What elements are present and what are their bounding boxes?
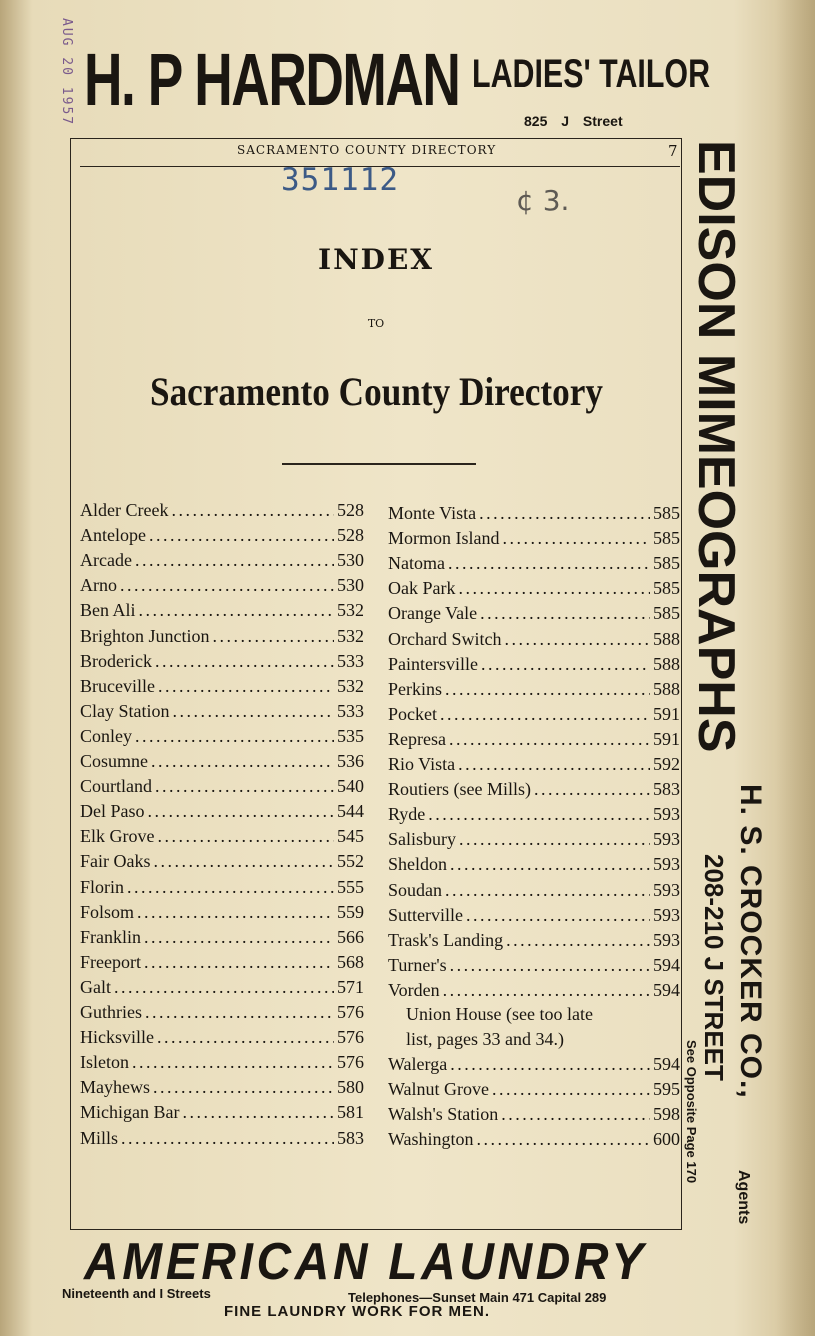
- index-entry-page: 532: [337, 625, 364, 646]
- index-entry: [388, 880, 680, 904]
- index-entry-leader: [153, 1077, 334, 1098]
- index-entry-page: 585: [653, 578, 680, 599]
- index-entry-name: Trask's Landing: [388, 929, 504, 950]
- index-entry-page: 593: [653, 854, 680, 875]
- index-entry: [80, 1077, 364, 1101]
- index-entry-page: 594: [653, 954, 680, 975]
- index-entry-leader: [121, 1128, 334, 1149]
- index-entry-name: Monte Vista: [388, 503, 477, 523]
- index-entry-page: 595: [653, 1079, 680, 1100]
- index-entry-page: 576: [337, 1027, 364, 1048]
- index-entry-page: 552: [337, 851, 364, 872]
- index-entry-name: Courtland: [80, 776, 152, 797]
- index-entry: [80, 676, 364, 700]
- index-entry-leader: [127, 877, 334, 898]
- index-entry-name: Ben Ali: [80, 600, 136, 621]
- index-entry-leader: [120, 575, 334, 596]
- index-entry-name: Folsom: [80, 901, 135, 922]
- index-entry-name: Mills: [80, 1127, 119, 1148]
- index-entry-name: Bruceville: [80, 675, 155, 696]
- index-entry-leader: [459, 829, 650, 850]
- index-entry: [80, 776, 364, 800]
- index-entry-page: 593: [653, 804, 680, 825]
- crocker-ad-see-page: See Opposite Page 170: [684, 1040, 699, 1184]
- index-entry-leader: [158, 676, 334, 697]
- index-entry: [388, 603, 680, 627]
- index-entry-name: Broderick: [80, 650, 152, 671]
- index-entry: [388, 679, 680, 703]
- index-entry-name: Hicksville: [80, 1027, 154, 1048]
- index-entry-leader: [477, 1129, 650, 1150]
- index-entry: [80, 902, 364, 926]
- index-entry-name: Salisbury: [388, 829, 457, 850]
- index-entry-page: 576: [337, 1002, 364, 1022]
- index-heading: INDEX: [317, 243, 435, 276]
- index-entry-name: Franklin: [80, 926, 141, 947]
- index-entry-name: Sutterville: [388, 904, 463, 925]
- index-entry-leader: [132, 1052, 334, 1073]
- index-entry: [80, 1128, 364, 1152]
- edison-ad-product: EDISON MIMEOGRAPHS: [687, 140, 745, 753]
- index-entry-leader: [157, 826, 334, 847]
- index-entry-page: 571: [337, 976, 364, 997]
- index-entry: [388, 1104, 680, 1128]
- index-entry-name: Perkins: [388, 678, 442, 699]
- index-entry: [80, 1052, 364, 1076]
- index-entry-page: 576: [337, 1052, 364, 1073]
- index-entry-name: Antelope: [80, 525, 146, 546]
- index-entry-page: 580: [337, 1077, 364, 1098]
- index-entry-leader: [450, 854, 650, 875]
- crocker-ad-agent: H. S. CROCKER CO.,: [734, 784, 767, 1099]
- index-entry-leader: [173, 701, 335, 722]
- index-entry-page: 528: [337, 525, 364, 546]
- index-entry-page: 568: [337, 951, 364, 972]
- index-entry: [388, 503, 680, 527]
- index-entry: [388, 553, 680, 577]
- index-entry-leader: [213, 626, 335, 647]
- page-number: 7: [668, 142, 678, 160]
- index-entry-leader: [481, 654, 650, 675]
- index-entry: [80, 500, 364, 524]
- index-entry-page: 593: [653, 829, 680, 850]
- index-entry-page: 593: [653, 929, 680, 950]
- index-entry-name: Paintersville: [388, 653, 478, 674]
- index-entry-name: Natoma: [388, 553, 445, 574]
- index-entry-page: 600: [653, 1129, 680, 1150]
- index-entry-leader: [171, 500, 334, 521]
- pencil-note: ¢ 3.: [516, 184, 570, 217]
- index-entry-leader: [450, 1054, 650, 1075]
- index-entry-name: Pocket: [388, 703, 437, 724]
- index-entry: [388, 1129, 680, 1153]
- index-entry-leader: [145, 1002, 334, 1023]
- index-entry-leader: [501, 1104, 650, 1125]
- index-entry-name: Isleton: [80, 1052, 129, 1073]
- index-entry-page: 555: [337, 876, 364, 897]
- index-entry-leader: [445, 880, 650, 901]
- index-entry-name: Guthries: [80, 1002, 142, 1022]
- index-entry-name: Arno: [80, 575, 117, 596]
- date-stamp: AUG 20 1957: [59, 18, 74, 127]
- index-entry-leader: [449, 729, 650, 750]
- index-entry-page: 598: [653, 1104, 680, 1125]
- index-entry-name: Oak Park: [388, 578, 456, 599]
- index-entry-name: Clay Station: [80, 700, 170, 721]
- index-entry: [388, 654, 680, 678]
- index-entry-leader: [466, 905, 650, 926]
- index-entry-name: Del Paso: [80, 801, 145, 822]
- index-entry: [80, 651, 364, 675]
- index-entry: [80, 626, 364, 650]
- index-entry: [388, 729, 680, 753]
- laundry-ad-streets: Nineteenth and I Streets: [62, 1286, 211, 1301]
- running-title: SACRAMENTO COUNTY DIRECTORY: [237, 143, 497, 157]
- index-entry-name: Mormon Island: [388, 528, 500, 549]
- index-entry-leader: [450, 955, 650, 976]
- index-entry-name: Brighton Junction: [80, 625, 210, 646]
- index-entry-leader: [504, 629, 650, 650]
- index-entry-name: Rio Vista: [388, 754, 456, 774]
- index-entry-page: 585: [653, 603, 680, 624]
- index-entry-leader: [139, 600, 334, 621]
- index-entry-page: 583: [337, 1127, 364, 1148]
- index-entry: [80, 575, 364, 599]
- index-entry-leader: [137, 902, 334, 923]
- index-entry: [80, 801, 364, 825]
- index-entry-page: 594: [653, 1054, 680, 1074]
- index-entry-page: 566: [337, 926, 364, 947]
- index-entry: [80, 977, 364, 1001]
- index-entry-leader: [448, 553, 650, 574]
- laundry-ad-name: AMERICAN LAUNDRY: [84, 1233, 647, 1291]
- index-entry: [388, 1079, 680, 1103]
- index-entry: [388, 955, 680, 979]
- index-entry-name: Freeport: [80, 951, 141, 972]
- index-entry: [80, 525, 364, 549]
- index-entry-page: 535: [337, 725, 364, 746]
- index-to: TO: [367, 317, 385, 330]
- index-entry-page: 588: [653, 653, 680, 674]
- index-entry: [80, 701, 364, 725]
- index-entry-page: 591: [653, 728, 680, 749]
- index-entry: [80, 726, 364, 750]
- index-entry-page: 530: [337, 550, 364, 571]
- index-entry-leader: [506, 930, 650, 951]
- index-entry-name: Walsh's Station: [388, 1104, 499, 1125]
- index-entry: [388, 1054, 680, 1078]
- index-entry-leader: [503, 528, 651, 549]
- index-entry: [388, 629, 680, 653]
- index-entry-name: Washington: [388, 1129, 474, 1150]
- accession-number: 351112: [281, 162, 399, 198]
- index-entry-page: 545: [337, 826, 364, 847]
- index-entry-name: Conley: [80, 725, 132, 746]
- index-entry-name: Vorden: [388, 979, 440, 1000]
- laundry-ad-slogan: FINE LAUNDRY WORK FOR MEN.: [224, 1303, 490, 1320]
- index-entry-leader: [479, 503, 650, 524]
- index-entry-name: Ryde: [388, 804, 426, 825]
- hardman-ad-address: 825 J Street: [524, 113, 623, 129]
- index-entry-page: 533: [337, 700, 364, 721]
- index-entry-name: Orange Vale: [388, 603, 478, 624]
- index-entry: [388, 754, 680, 778]
- index-entry-page: 588: [653, 678, 680, 699]
- index-entry-page: 585: [653, 553, 680, 574]
- index-entry-leader: [440, 704, 650, 725]
- index-entry-name: Mayhews: [80, 1077, 150, 1098]
- index-entry: [80, 550, 364, 574]
- index-entry-name: Orchard Switch: [388, 628, 502, 649]
- index-entry-leader: [144, 952, 334, 973]
- index-entry: [388, 930, 680, 954]
- index-entry: [388, 854, 680, 878]
- index-entry-page: 532: [337, 675, 364, 696]
- index-entry: [388, 704, 680, 728]
- index-entry: [80, 1102, 364, 1126]
- index-entry-page: 544: [337, 801, 364, 822]
- index-entry: [80, 600, 364, 624]
- hardman-ad-name: H. P HARDMAN: [84, 38, 460, 121]
- index-entry-leader: [492, 1079, 650, 1100]
- index-entry: [80, 751, 364, 775]
- index-entry-page: 540: [337, 776, 364, 797]
- index-entry-leader: [443, 980, 650, 1001]
- index-entry-page: 583: [653, 779, 680, 800]
- index-entry: [80, 1027, 364, 1051]
- index-entry-leader: [445, 679, 650, 700]
- index-entry-name: Florin: [80, 876, 125, 897]
- index-entry: [80, 877, 364, 901]
- index-entry-name: Turner's: [388, 954, 447, 975]
- index-entry-leader: [458, 578, 650, 599]
- title-rule: [282, 463, 476, 465]
- index-entry-name: Michigan Bar: [80, 1102, 180, 1123]
- index-entry-leader: [155, 776, 334, 797]
- index-entry-page: 593: [653, 879, 680, 900]
- index-entry-leader: [149, 525, 334, 546]
- index-entry-leader: [114, 977, 334, 998]
- index-entry: [388, 804, 680, 828]
- laundry-ad-phones: Telephones—Sunset Main 471 Capital 289: [348, 1290, 607, 1305]
- union-house-line2: list, pages 33 and 34.): [406, 1029, 564, 1049]
- index-entry-leader: [534, 779, 650, 800]
- page-edge-shadow: [776, 0, 815, 1336]
- index-entry-page: 593: [653, 904, 680, 925]
- index-entry-name: Sheldon: [388, 854, 448, 875]
- directory-title: Sacramento County Directory: [150, 369, 603, 414]
- index-entry-leader: [135, 550, 334, 571]
- index-entry-name: Walerga: [388, 1054, 448, 1074]
- index-entry: [388, 980, 680, 1004]
- index-entry-leader: [428, 804, 650, 825]
- index-entry-leader: [151, 751, 334, 772]
- index-entry-page: 559: [337, 901, 364, 922]
- index-entry-leader: [480, 603, 650, 624]
- index-entry-page: 530: [337, 575, 364, 596]
- index-entry-page: 536: [337, 751, 364, 771]
- index-entry: [80, 1002, 364, 1026]
- index-entry: [80, 851, 364, 875]
- crocker-ad-agents-label: Agents: [735, 1170, 752, 1225]
- index-entry-leader: [154, 851, 335, 872]
- index-entry-page: 592: [653, 754, 680, 774]
- index-entry-name: Elk Grove: [80, 826, 155, 847]
- index-entry-page: 532: [337, 600, 364, 621]
- hardman-ad-trade: LADIES' TAILOR: [472, 52, 711, 96]
- index-entry-name: Alder Creek: [80, 500, 169, 520]
- index-entry-leader: [157, 1027, 334, 1048]
- index-entry-page: 588: [653, 628, 680, 649]
- index-entry-name: Arcade: [80, 550, 132, 571]
- crocker-ad-address: 208-210 J STREET: [699, 854, 729, 1081]
- index-entry-name: Soudan: [388, 879, 442, 900]
- index-entry-page: 591: [653, 703, 680, 724]
- index-entry-leader: [182, 1102, 334, 1123]
- index-entry: [80, 952, 364, 976]
- index-entry-name: Fair Oaks: [80, 851, 151, 872]
- index-entry-page: 585: [653, 503, 680, 523]
- index-entry-page: 594: [653, 979, 680, 1000]
- index-entry-name: Cosumne: [80, 751, 149, 771]
- index-entry: [388, 905, 680, 929]
- index-entry-leader: [155, 651, 334, 672]
- index-entry-leader: [135, 726, 334, 747]
- index-entry: [388, 779, 680, 803]
- index-entry-leader: [148, 801, 335, 822]
- index-entry: [388, 829, 680, 853]
- index-entry-page: 581: [337, 1102, 364, 1123]
- index-entry-page: 533: [337, 650, 364, 671]
- index-entry: [80, 927, 364, 951]
- index-entry-name: Galt: [80, 976, 111, 997]
- index-entry-leader: [144, 927, 334, 948]
- index-entry-page: 585: [653, 528, 680, 549]
- index-entry-name: Walnut Grove: [388, 1079, 490, 1100]
- union-house-line1: Union House (see too late: [406, 1004, 593, 1024]
- index-entry: [388, 528, 680, 552]
- index-entry: [80, 826, 364, 850]
- index-entry: [388, 578, 680, 602]
- index-entry-name: Routiers (see Mills): [388, 779, 531, 800]
- index-entry-leader: [458, 754, 650, 775]
- index-entry-page: 528: [337, 500, 364, 520]
- index-entry-name: Represa: [388, 728, 446, 749]
